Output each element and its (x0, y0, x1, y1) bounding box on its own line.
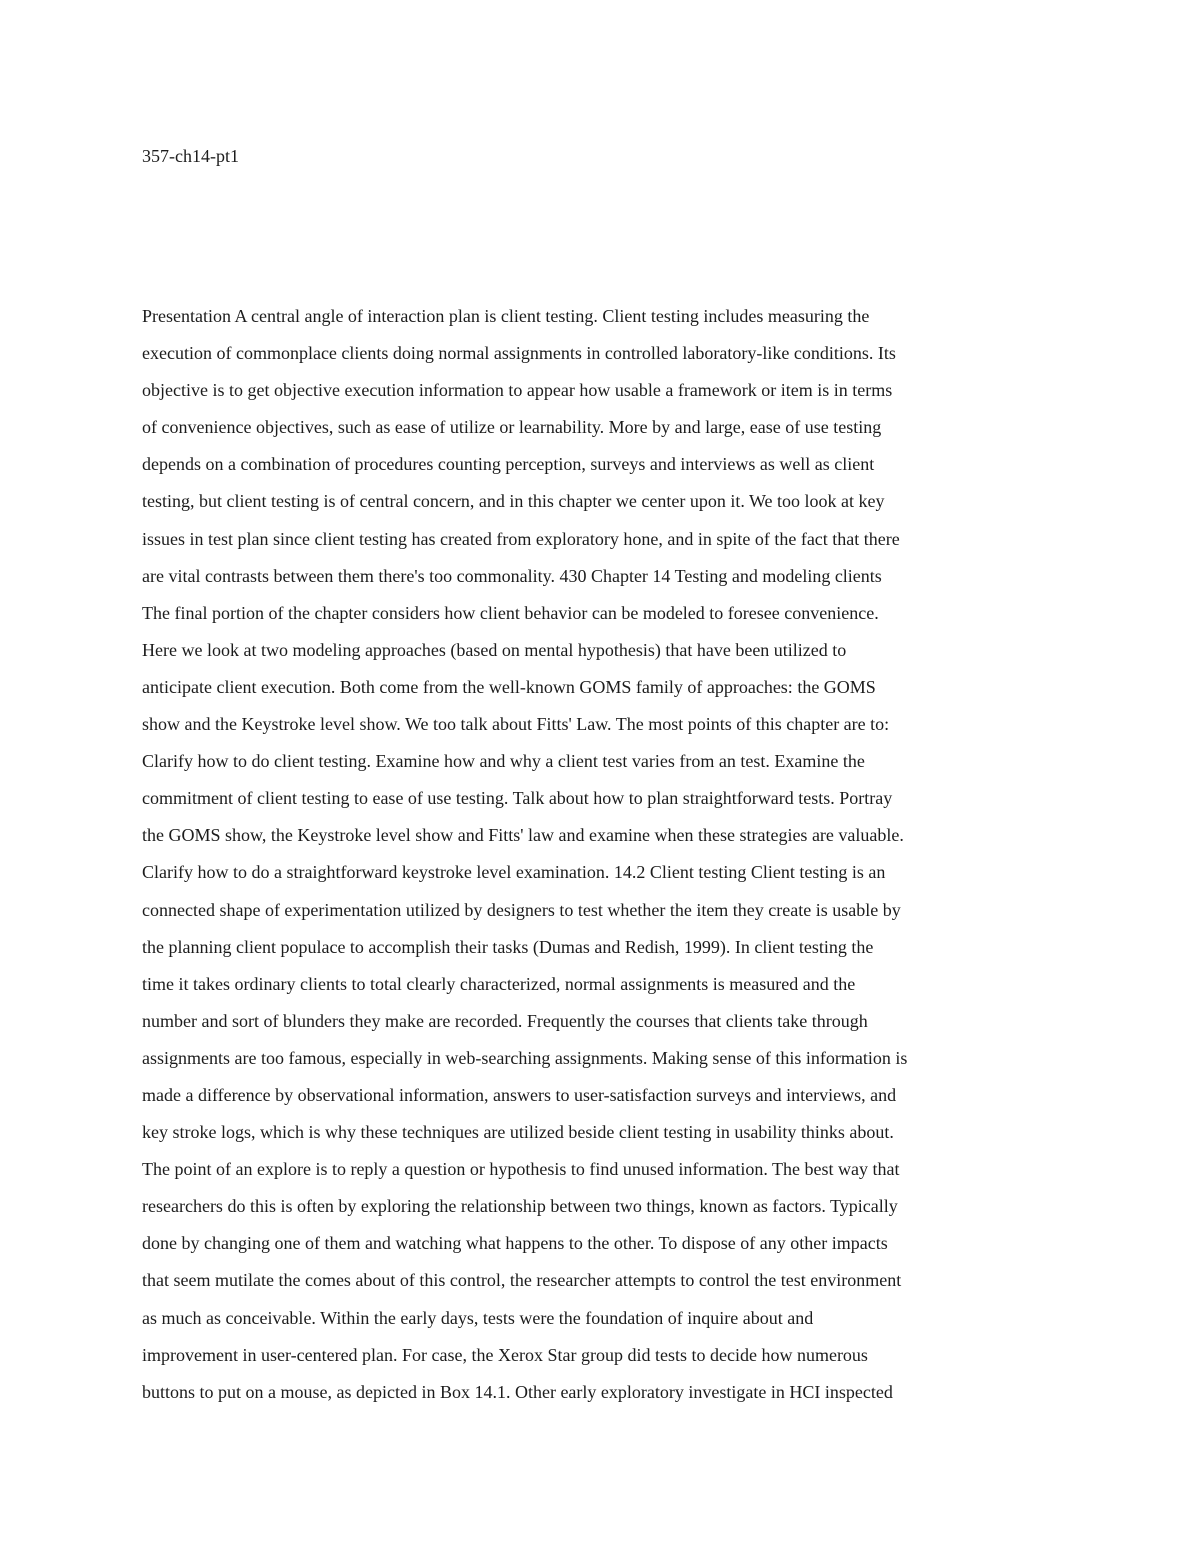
body-line: the planning client populace to accomplish their tasks (Dumas and Redish, 1999). In client testing the (142, 936, 874, 957)
body-line: depends on a combination of procedures counting perception, surveys and interviews as well as client (142, 454, 875, 475)
body-line: researchers do this is often by exploring the relationship between two things, known as factors. Typically (142, 1196, 898, 1217)
body-line: that seem mutilate the comes about of this control, the researcher attempts to control the test environment (142, 1270, 902, 1291)
body-line: as much as conceivable. Within the early days, tests were the foundation of inquire about and (142, 1307, 814, 1328)
body-line: of convenience objectives, such as ease of utilize or learnability. More by and large, ease of use testing (142, 417, 882, 438)
body-line: The final portion of the chapter considers how client behavior can be modeled to foresee convenience. (142, 602, 879, 623)
body-line: show and the Keystroke level show. We too talk about Fitts' Law. The most points of this chapter are to: (142, 714, 890, 735)
body-line: time it takes ordinary clients to total clearly characterized, normal assignments is measured and the (142, 973, 856, 994)
body-line: made a difference by observational information, answers to user-satisfaction surveys and interviews, and (142, 1084, 897, 1105)
body-line: buttons to put on a mouse, as depicted in Box 14.1. Other early exploratory investigate in HCI inspected (142, 1381, 893, 1402)
body-line: are vital contrasts between them there's too commonality. 430 Chapter 14 Testing and modeling clients (142, 565, 882, 586)
body-line: connected shape of experimentation utilized by designers to test whether the item they create is usable by (142, 899, 901, 920)
body-line: The point of an explore is to reply a question or hypothesis to find unused information. The best way that (142, 1159, 900, 1180)
body-line: key stroke logs, which is why these techniques are utilized beside client testing in usability thinks about. (142, 1122, 894, 1143)
body-line: execution of commonplace clients doing normal assignments in controlled laboratory-like conditions. Its (142, 343, 896, 364)
body-line: number and sort of blunders they make are recorded. Frequently the courses that clients take through (142, 1010, 868, 1031)
body-line: Clarify how to do a straightforward keystroke level examination. 14.2 Client testing Client testing is an (142, 862, 886, 883)
body-line: Here we look at two modeling approaches (based on mental hypothesis) that have been utilized to (142, 639, 847, 660)
body-line: testing, but client testing is of central concern, and in this chapter we center upon it. We too look at key (142, 491, 885, 512)
body-line: Presentation A central angle of interaction plan is client testing. Client testing includes measuring the (142, 306, 870, 326)
body-line: the GOMS show, the Keystroke level show and Fitts' law and examine when these strategies are valuable. (142, 825, 904, 846)
body-line: issues in test plan since client testing has created from exploratory hone, and in spite of the fact that there (142, 528, 900, 549)
body-line: done by changing one of them and watching what happens to the other. To dispose of any other impacts (142, 1233, 888, 1254)
body-line: anticipate client execution. Both come from the well-known GOMS family of approaches: the GOMS (142, 676, 876, 697)
body-line: commitment of client testing to ease of use testing. Talk about how to plan straightforward tests. Portray (142, 788, 893, 809)
body-line: objective is to get objective execution information to appear how usable a framework or item is in terms (142, 380, 893, 401)
body-line: improvement in user-centered plan. For case, the Xerox Star group did tests to decide how numerous (142, 1344, 868, 1365)
document-body (142, 302, 1082, 1415)
body-line: assignments are too famous, especially in web-searching assignments. Making sense of this information is (142, 1047, 908, 1068)
document-title: 357-ch14-pt1 (142, 146, 239, 166)
body-line: Clarify how to do client testing. Examine how and why a client test varies from an test. Examine the (142, 751, 865, 772)
